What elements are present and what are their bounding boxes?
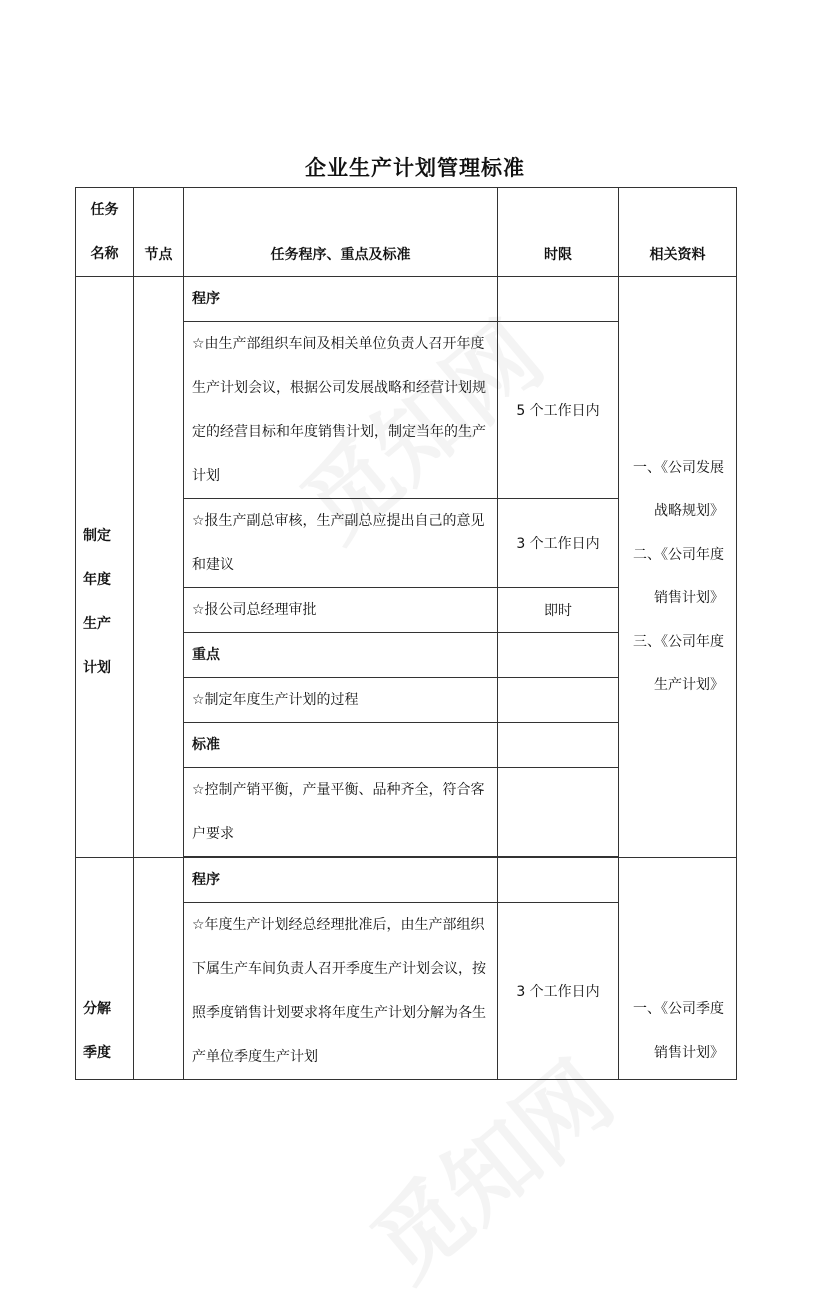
page-title: 企业生产计划管理标准 bbox=[305, 156, 525, 180]
deadline-cell bbox=[498, 633, 619, 678]
step-text: ☆由生产部组织车间及相关单位负责人召开年度生产计划会议，根据公司发展战略和经营计划规定的经营目标和年度销售计划，制定当年的生产计划 bbox=[184, 322, 498, 499]
table-header-row bbox=[76, 188, 737, 277]
header-procedure: 任务程序、重点及标准 bbox=[184, 188, 498, 277]
header-deadline: 时限 bbox=[498, 188, 619, 277]
node-cell bbox=[134, 858, 184, 1080]
deadline-cell bbox=[498, 678, 619, 723]
step-text: ☆年度生产计划经总经理批准后，由生产部组织下属生产车间负责人召开季度生产计划会议，按照季度销售计划要求将年度生产计划分解为各生产单位季度生产计划 bbox=[184, 903, 498, 1080]
table-row bbox=[76, 277, 737, 322]
deadline-cell bbox=[498, 768, 619, 857]
deadline-cell bbox=[498, 723, 619, 768]
header-node: 节点 bbox=[134, 188, 184, 277]
step-time: 3 个工作日内 bbox=[498, 903, 619, 1080]
step-time: 3 个工作日内 bbox=[498, 499, 619, 588]
step-text: ☆报生产副总审核，生产副总应提出自己的意见和建议 bbox=[184, 499, 498, 588]
standard-table bbox=[75, 187, 737, 1080]
step-time: 即时 bbox=[498, 588, 619, 633]
deadline-cell bbox=[498, 277, 619, 322]
task-name-cell: 分解 季度 bbox=[76, 858, 134, 1080]
deadline-cell bbox=[498, 858, 619, 903]
node-cell bbox=[134, 277, 184, 858]
materials-cell: 一、《公司季度 销售计划》 bbox=[619, 858, 737, 1080]
standard-text: ☆控制产销平衡，产量平衡、品种齐全，符合客户要求 bbox=[184, 768, 498, 857]
standard-label: 标准 bbox=[184, 723, 498, 768]
key-label: 重点 bbox=[184, 633, 498, 678]
step-text: ☆报公司总经理审批 bbox=[184, 588, 498, 633]
header-materials: 相关资料 bbox=[619, 188, 737, 277]
table-row bbox=[76, 858, 737, 903]
step-time: 5 个工作日内 bbox=[498, 322, 619, 499]
key-text: ☆制定年度生产计划的过程 bbox=[184, 678, 498, 723]
procedure-label: 程序 bbox=[184, 858, 498, 903]
materials-cell: 一、《公司发展 战略规划》 二、《公司年度 销售计划》 三、《公司年度 生产计划》 bbox=[619, 277, 737, 858]
procedure-label: 程序 bbox=[184, 277, 498, 322]
header-task-name: 任务 名称 bbox=[76, 188, 134, 277]
task-name-cell: 制定 年度 生产 计划 bbox=[76, 277, 134, 858]
